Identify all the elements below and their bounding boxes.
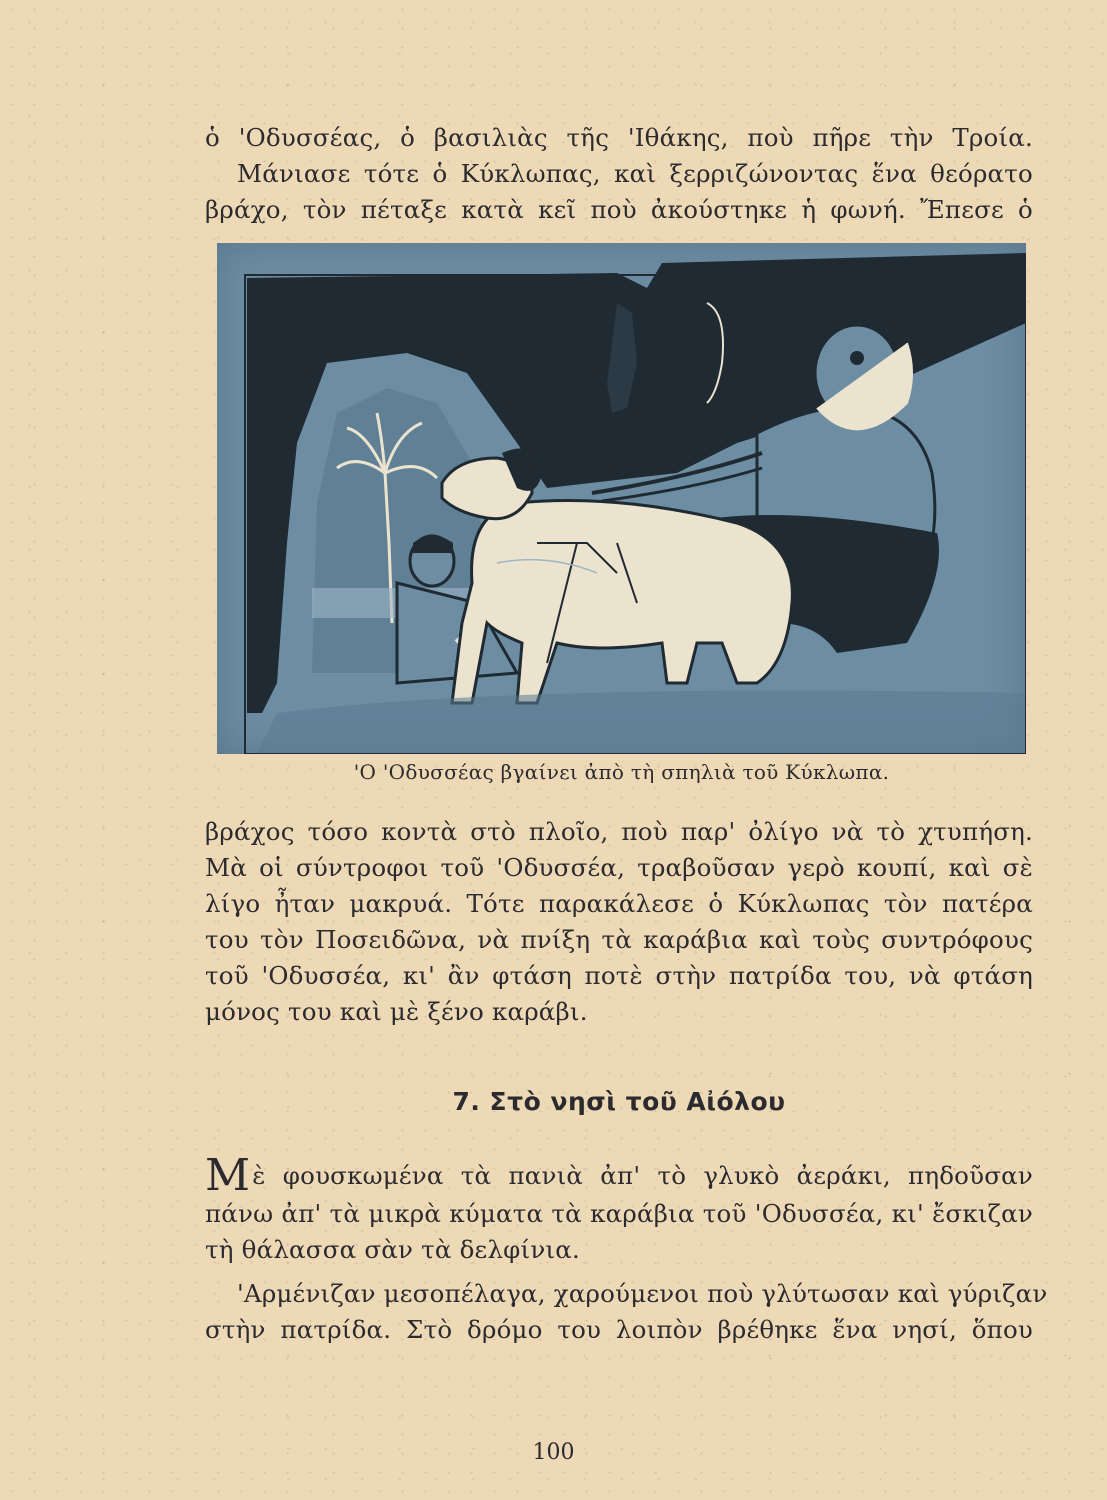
text-line-dropcap [205,1150,1033,1201]
text-line: ὁ 'Οδυσσέας, ὁ βασιλιὰς τῆς 'Ιθάκης, ποὺ πῆρε τὴν Τροία. [205,123,1033,152]
text-line: Μὰ οἱ σύντροφοι τοῦ 'Οδυσσέα, τραβοῦσαν γερὸ κουπί, καὶ σὲ [205,853,1033,882]
illustration-drawing [217,243,1026,754]
section-heading: 7. Στὸ νησὶ τοῦ Αἰόλου [452,1087,786,1116]
cyclops-illustration [217,243,1026,754]
text-line: βράχος τόσο κοντὰ στὸ πλοῖο, ποὺ παρ' ὀλίγο νὰ τὸ χτυπήση. [205,817,1033,846]
drop-cap: Μ [205,1150,251,1201]
text-line-rest: ὲ φουσκωμένα τὰ πανιὰ ἀπ' τὸ γλυκὸ ἀεράκι, πηδοῦσαν [252,1161,1033,1190]
text-line: βράχο, τὸν πέταξε κατὰ κεῖ ποὺ ἀκούστηκε ἡ φωνή. Ἔπεσε ὁ [205,195,1033,224]
text-line: στὴν πατρίδα. Στὸ δρόμο του λοιπὸν βρέθηκε ἕνα νησί, ὅπου [205,1315,1033,1344]
text-line: Μάνιασε τότε ὁ Κύκλωπας, καὶ ξερριζώνοντας ἕνα θεόρατο [237,159,1033,188]
text-line: λίγο ἦταν μακρυά. Τότε παρακάλεσε ὁ Κύκλωπας τὸν πατέρα [205,889,1033,918]
text-line: τὴ θάλασσα σὰν τὰ δελφίνια. [205,1235,580,1264]
page-number: 100 [532,1440,575,1465]
text-line: πάνω ἀπ' τὰ μικρὰ κύματα τὰ καράβια τοῦ 'Οδυσσέα, κι' ἔσκιζαν [205,1199,1033,1228]
text-line: του τὸν Ποσειδῶνα, νὰ πνίξη τὰ καράβια καὶ τοὺς συντρόφους [205,925,1033,954]
text-line: 'Αρμένιζαν μεσοπέλαγα, χαρούμενοι ποὺ γλύτωσαν καὶ γύριζαν [237,1279,1048,1308]
text-line: τοῦ 'Οδυσσέα, κι' ἂν φτάση ποτὲ στὴν πατρίδα του, νὰ φτάση [205,961,1033,990]
figure-caption: 'Ο 'Οδυσσέας βγαίνει ἀπὸ τὴ σπηλιὰ τοῦ Κύκλωπα. [353,760,890,784]
text-line: μόνος του καὶ μὲ ξένο καράβι. [205,997,588,1026]
